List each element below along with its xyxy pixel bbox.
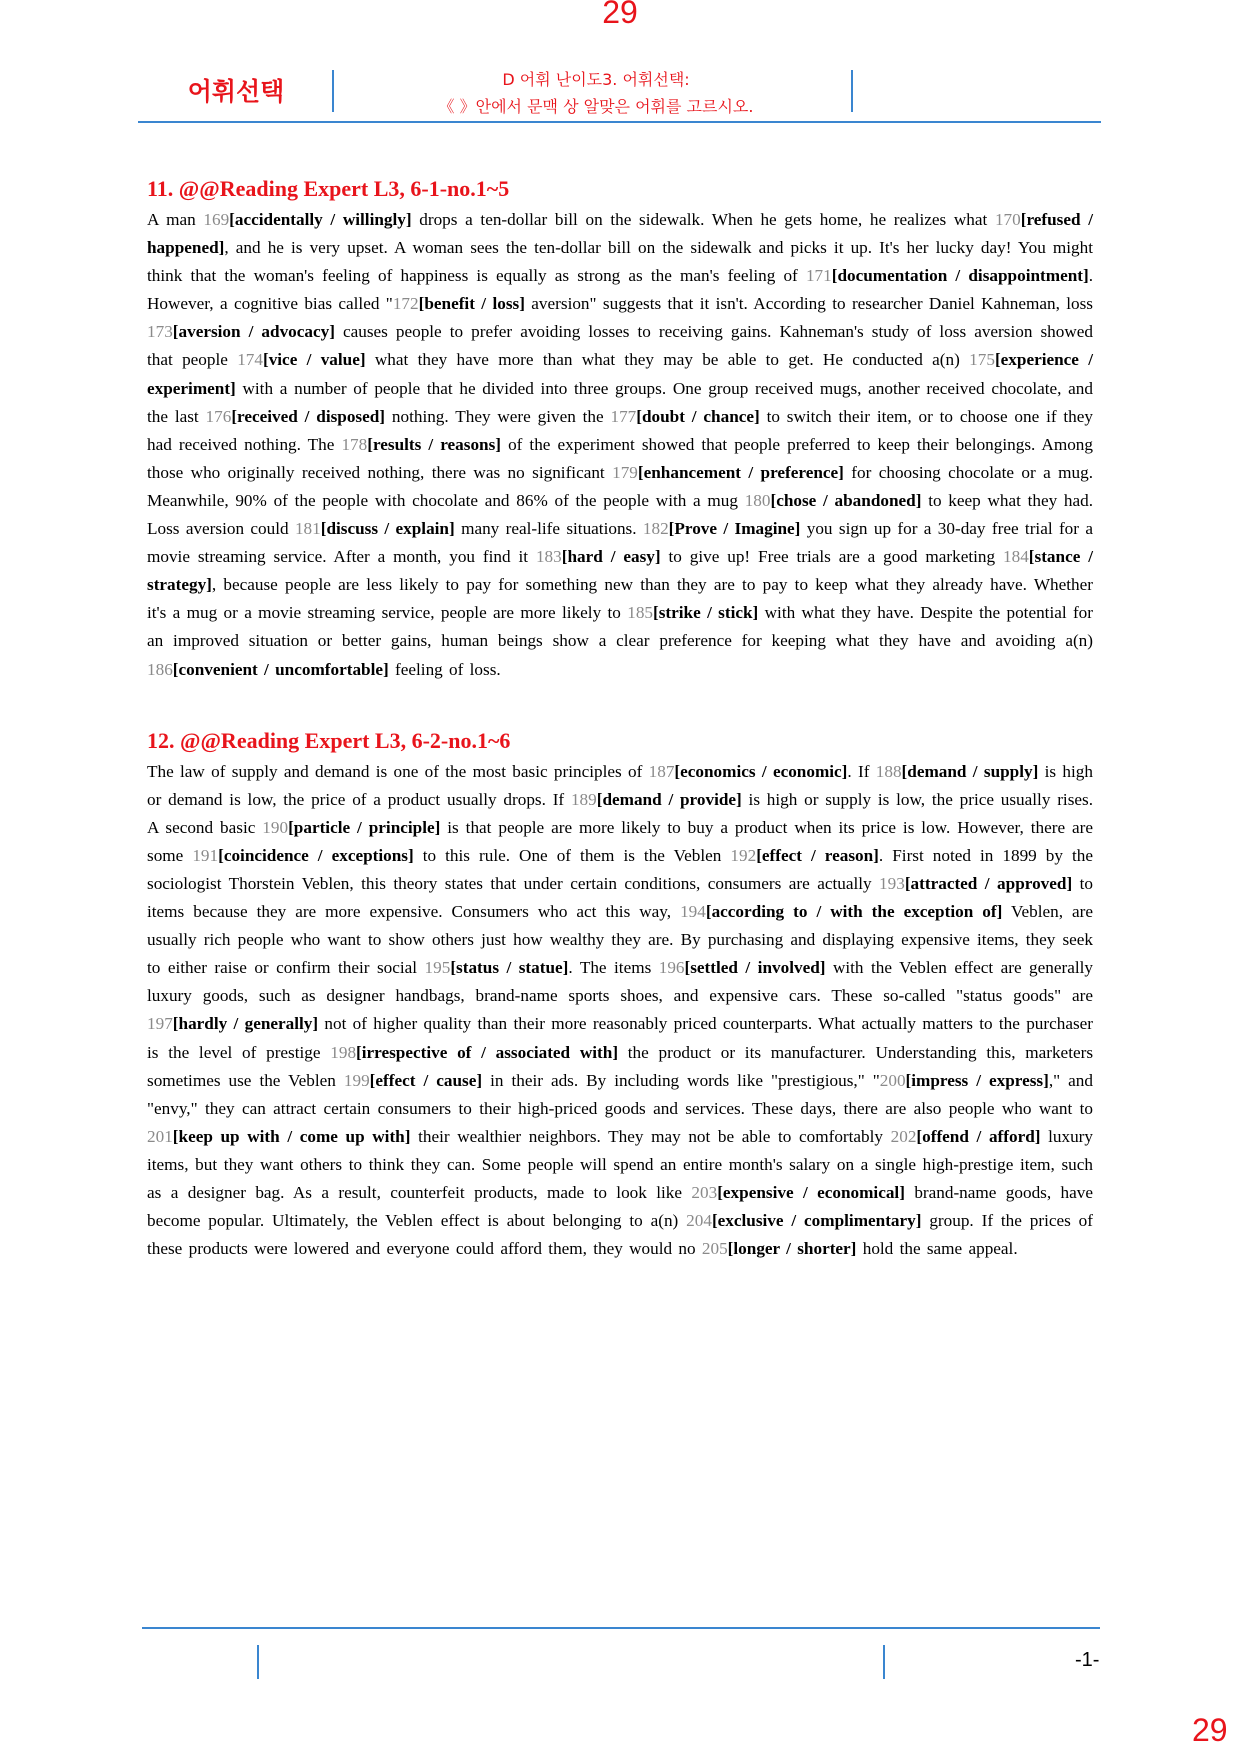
exercise-section	[147, 172, 1093, 684]
header-instruction-line1: D 어휘 난이도3. 어휘선택:	[502, 70, 690, 89]
passage-text: what they have more than what they may be able to get. He conducted a(n)	[365, 350, 970, 370]
footer-page-label: -1-	[1075, 1649, 1100, 1671]
question-number: 179	[612, 462, 638, 482]
question-number: 197	[147, 1014, 173, 1034]
passage-text: of the experiment showed that people preferred to keep their belongings. Among those who originally received nothing, there was no significant	[147, 434, 1093, 482]
question-number: 174	[237, 350, 263, 370]
header-divider-right	[851, 70, 853, 112]
question-number: 203	[691, 1183, 718, 1202]
answer-choices: [benefit / loss]	[418, 294, 525, 314]
question-number: 185	[627, 603, 653, 623]
passage-text: to this rule. One of them is the Veblen	[413, 845, 731, 865]
answer-choices: [discuss / explain]	[320, 519, 455, 539]
passage-text: . The items	[568, 958, 659, 978]
answer-choices: [enhancement / preference]	[637, 462, 844, 482]
passage-text: luxury items, but they want others to think they can. Some people will spend an entire month's salary on a single high-prestige item, such as a designer bag. As a result, counterfeit products, made to look like	[147, 1126, 1093, 1202]
passage-text: is high or supply is low, the price usually rises. A second basic	[147, 789, 1093, 837]
question-number: 189	[570, 789, 597, 809]
question-number: 171	[805, 266, 832, 286]
passage-text: to items because they are more expensive. Consumers who act this way,	[147, 873, 1093, 922]
passage-text: to keep what they had. Loss aversion could	[147, 490, 1094, 539]
question-number: 200	[879, 1070, 906, 1090]
answer-choices: [demand / provide]	[596, 789, 742, 809]
page-number-top: 29	[602, 0, 638, 30]
answer-choices: [irrespective of / associated with]	[356, 1042, 619, 1062]
passage-text: group. If the prices of these products were lowered and everyone could afford them, they would no	[147, 1211, 1093, 1259]
question-number: 192	[730, 845, 757, 865]
question-number: 201	[147, 1126, 173, 1146]
passage-text: drops a ten-dollar bill on the sidewalk. When he gets home, he realizes what	[411, 210, 995, 229]
header-title: 어휘선택	[187, 77, 285, 106]
question-number: 193	[879, 873, 905, 893]
question-number: 176	[205, 406, 232, 426]
answer-choices: [according to / with the exception of]	[705, 902, 1003, 922]
page-header	[138, 62, 1101, 122]
passage-text: , because people are less likely to pay for something new than they are to pay to keep what they already have. Whether it's a mug or a movie streaming service, people are more likely to	[147, 575, 1093, 623]
passage-text: is high or demand is low, the price of a product usually drops. If	[147, 761, 1093, 809]
answer-choices: [doubt / chance]	[636, 406, 760, 426]
question-number: 187	[648, 761, 675, 781]
answer-choices: [accidentally / willingly]	[229, 210, 412, 229]
passage-text: A man	[147, 210, 204, 229]
answer-choices: [keep up with / come up with]	[172, 1126, 411, 1146]
answer-choices: [settled / involved]	[684, 958, 826, 978]
passage-text: with a number of people that he divided into three groups. One group received mugs, another received chocolate, and the last	[147, 378, 1093, 426]
answer-choices: [documentation / disappointment]	[831, 266, 1089, 286]
footer-divider-right	[883, 1645, 885, 1679]
passage-text: to give up! Free trials are a good marketing	[660, 547, 1003, 567]
answer-choices: [convenient / uncomfortable]	[172, 659, 389, 679]
question-number: 180	[744, 490, 771, 510]
passage-text: . First noted in 1899 by the sociologist Thorstein Veblen, this theory states that under certain conditions, consumers are actually	[147, 845, 1093, 893]
question-number: 177	[610, 406, 637, 426]
question-number: 183	[535, 547, 562, 567]
question-number: 195	[424, 958, 451, 978]
passage-text: nothing. They were given the	[385, 406, 611, 426]
exercise-passage	[147, 206, 1093, 684]
question-number: 196	[658, 958, 685, 978]
passage-text: with what they have. Despite the potential for an improved situation or better gains, human beings show a clear preference for keeping what they have and avoiding a(n)	[147, 603, 1093, 651]
answer-choices: [offend / afford]	[916, 1126, 1041, 1146]
passage-text: with the Veblen effect are generally luxury goods, such as designer handbags, brand-name sports shoes, and expensive cars. These so-called "status goods" are	[147, 958, 1093, 1006]
exercise-section	[147, 724, 1093, 1264]
passage-text: . However, a cognitive bias called "	[147, 266, 1094, 314]
answer-choices: [demand / supply]	[901, 761, 1039, 781]
question-number: 204	[686, 1211, 712, 1231]
passage-text: ," and "envy," they can attract certain consumers to their high-priced goods and services. These days, there are also people who want to	[147, 1070, 1093, 1118]
passage-text: to switch their item, or to choose one if they had received nothing. The	[147, 406, 1093, 454]
question-number: 178	[341, 434, 368, 454]
answer-choices: [experience / experiment]	[147, 350, 1093, 398]
answer-choices: [exclusive / complimentary]	[711, 1211, 922, 1231]
question-number: 172	[392, 294, 419, 314]
passage-text: The law of supply and demand is one of the most basic principles of	[147, 761, 649, 781]
answer-choices: [effect / reason]	[756, 845, 879, 865]
answer-choices: [stance / strategy]	[147, 547, 1093, 595]
passage-text: brand-name goods, have become popular. Ultimately, the Veblen effect is about belonging to a(n)	[147, 1183, 1093, 1231]
page-number-bottom: 29	[1192, 1712, 1228, 1748]
answer-choices: [longer / shorter]	[727, 1239, 857, 1259]
question-number: 181	[294, 519, 321, 539]
answer-choices: [particle / principle]	[288, 817, 441, 837]
answer-choices: [effect / cause]	[369, 1070, 483, 1090]
question-number: 199	[343, 1070, 370, 1090]
passage-text: you sign up for a 30-day free trial for a movie streaming service. After a month, you find it	[147, 519, 1093, 567]
question-number: 186	[147, 659, 173, 679]
passage-text: many real-life situations.	[454, 519, 643, 539]
question-number: 194	[680, 902, 706, 922]
passage-text: aversion" suggests that it isn't. According to researcher Daniel Kahneman, loss	[524, 294, 1093, 314]
question-number: 205	[701, 1239, 728, 1259]
footer-divider-left	[257, 1645, 259, 1679]
exercise-passage	[147, 758, 1093, 1264]
question-number: 173	[147, 322, 173, 342]
passage-text: the product or its manufacturer. Understanding this, marketers sometimes use the Veblen	[147, 1042, 1094, 1090]
question-number: 169	[203, 210, 230, 229]
passage-text: not of higher quality than their more reasonably priced counterparts. What actually matters to the purchaser is the level of prestige	[147, 1014, 1094, 1062]
question-number: 202	[890, 1126, 917, 1146]
passage-text: . If	[847, 761, 876, 781]
header-instruction	[334, 66, 858, 120]
answer-choices: [aversion / advocacy]	[172, 322, 335, 342]
passage-text: for choosing chocolate or a mug. Meanwhile, 90% of the people with chocolate and 86% of the people with a mug	[147, 462, 1093, 510]
answer-choices: [Prove / Imagine]	[668, 519, 801, 539]
answer-choices: [vice / value]	[262, 350, 366, 370]
answer-choices: [economics / economic]	[674, 761, 848, 781]
passage-text: causes people to prefer avoiding losses to receiving gains. Kahneman's study of loss aversion showed that people	[147, 322, 1093, 370]
passage-text: their wealthier neighbors. They may not be able to comfortably	[410, 1126, 891, 1146]
section-title: 11. @@Reading Expert L3, 6-1-no.1~5	[147, 176, 510, 201]
question-number: 188	[875, 761, 902, 781]
header-instruction-line2: 《 》안에서 문맥 상 알맞은 어휘를 고르시오.	[438, 97, 754, 116]
answer-choices: [impress / express]	[905, 1070, 1049, 1090]
passage-text: hold the same appeal.	[856, 1239, 1018, 1259]
answer-choices: [coincidence / exceptions]	[218, 845, 414, 865]
page-footer	[142, 1627, 1100, 1687]
answer-choices: [refused / happened]	[147, 210, 1094, 258]
question-number: 190	[262, 817, 289, 837]
footer-rule	[142, 1627, 1100, 1629]
question-number: 170	[994, 210, 1021, 229]
header-rule	[138, 121, 1101, 123]
answer-choices: [received / disposed]	[231, 406, 386, 426]
question-number: 175	[969, 350, 995, 370]
answer-choices: [hard / easy]	[561, 547, 661, 567]
answer-choices: [hardly / generally]	[172, 1014, 319, 1034]
passage-text: in their ads. By including words like "prestigious," "	[482, 1070, 880, 1090]
passage-text: is that people are more likely to buy a product when its price is low. However, there are some	[147, 817, 1093, 865]
answer-choices: [status / statue]	[450, 958, 569, 978]
passage-text: , and he is very upset. A woman sees the ten-dollar bill on the sidewalk and picks it up. It's her lucky day! You might think that the woman's feeling of happiness is equally as strong as the man's feeling of	[147, 238, 1093, 286]
question-number: 191	[192, 845, 219, 865]
passage-text: feeling of loss.	[388, 659, 501, 679]
question-number: 198	[330, 1042, 357, 1062]
question-number: 182	[642, 519, 669, 539]
answer-choices: [attracted / approved]	[904, 873, 1073, 893]
passage-text: Veblen, are usually rich people who want to show others just how wealthy they are. By purchasing and displaying expensive items, they seek to either raise or confirm their social	[147, 902, 1093, 978]
section-title: 12. @@Reading Expert L3, 6-2-no.1~6	[147, 727, 511, 753]
answer-choices: [results / reasons]	[367, 434, 502, 454]
answer-choices: [chose / abandoned]	[770, 490, 922, 510]
question-number: 184	[1003, 547, 1029, 567]
answer-choices: [strike / stick]	[653, 603, 759, 623]
exercise-content	[147, 172, 1093, 1303]
answer-choices: [expensive / economical]	[717, 1183, 905, 1202]
